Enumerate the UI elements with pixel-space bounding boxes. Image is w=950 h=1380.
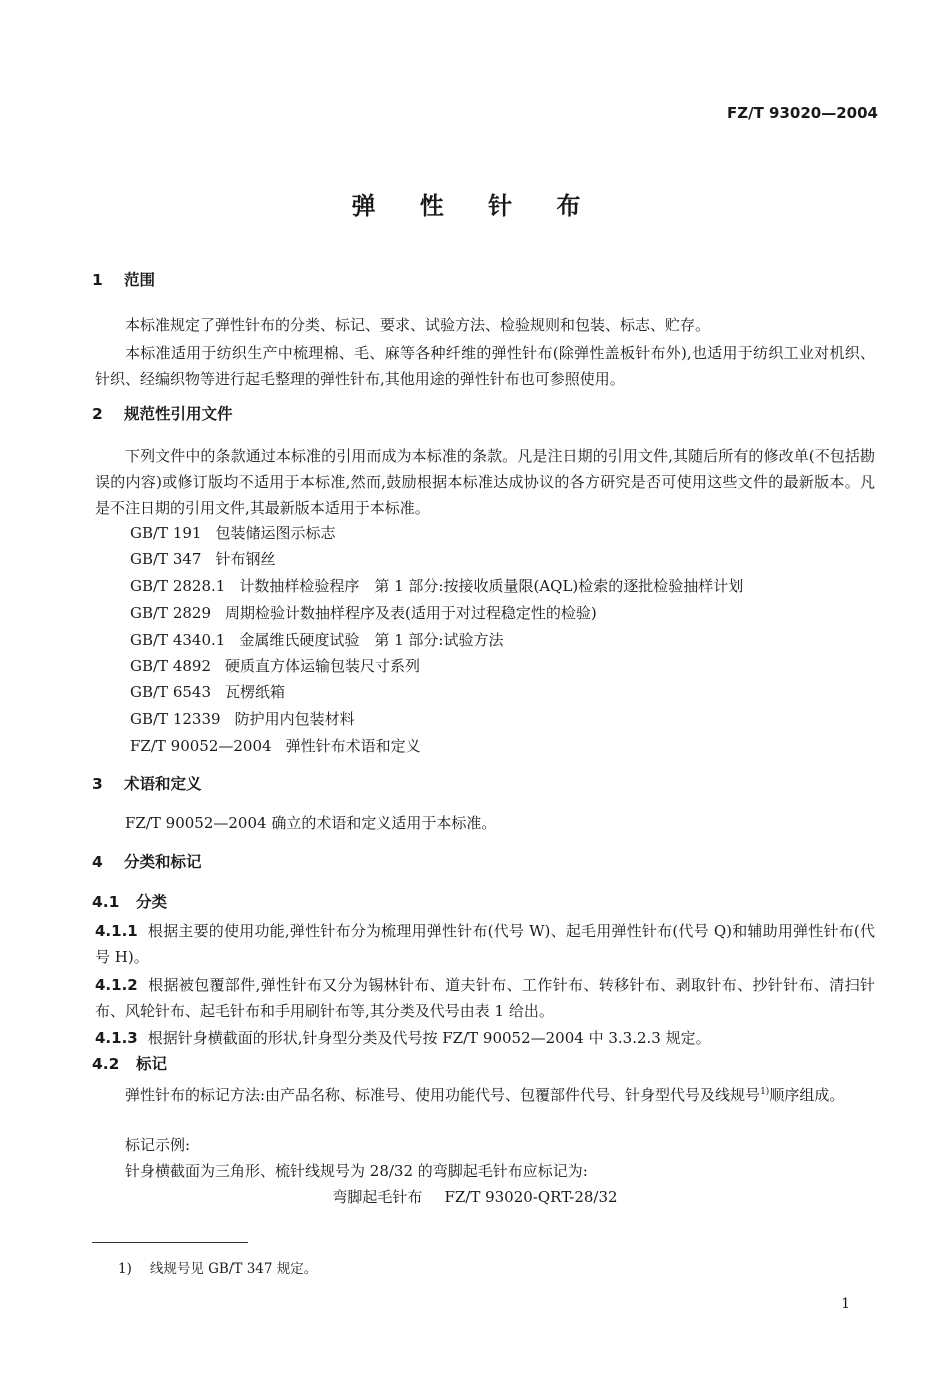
clause-number: 4.1.2 — [95, 976, 138, 994]
marking-paragraph — [95, 1079, 875, 1108]
example-code: FZ/T 93020-QRT-28/32 — [444, 1188, 618, 1206]
section-number: 4 — [92, 853, 103, 871]
example-marking — [0, 1186, 950, 1207]
reference-item — [130, 708, 355, 729]
reference-item — [130, 735, 421, 756]
reference-title: 弹性针布术语和定义 — [285, 737, 421, 755]
reference-title: 防护用内包装材料 — [234, 710, 355, 728]
section-3-heading — [92, 772, 202, 794]
clause-text: 根据被包覆部件,弹性针布又分为锡林针布、道夫针布、工作针布、转移针布、剥取针布、抄针针布、清扫针布、风轮针布、起毛针布和手用刷针布等,其分类及代号由表 1 给出。 — [95, 976, 875, 1020]
section-4-heading — [92, 850, 202, 872]
marking-text-end: 顺序组成。 — [769, 1086, 845, 1104]
example-label: 标记示例: — [125, 1136, 191, 1154]
document-title: 弹 性 针 布 — [351, 192, 599, 220]
reference-title: 瓦楞纸箱 — [225, 683, 286, 701]
section-2-intro: 下列文件中的条款通过本标准的引用而成为本标准的条款。凡是注日期的引用文件,其随后所有的修改单(不包括勘误的内容)或修订版均不适用于本标准,然而,鼓励根据本标准达成协议的各方研究是否可使用这些文件的最新版本。凡是不注日期的引用文件,其最新版本适用于本标准。 — [95, 447, 875, 517]
example-name: 弯脚起毛针布 — [332, 1188, 423, 1206]
reference-code: GB/T 4892 — [130, 657, 212, 675]
reference-code: FZ/T 90052—2004 — [130, 737, 272, 755]
section-number: 4.2 — [92, 1055, 120, 1073]
clause-number: 4.1.1 — [95, 922, 138, 940]
section-3-paragraph: FZ/T 90052—2004 确立的术语和定义适用于本标准。 — [125, 814, 497, 832]
reference-code: GB/T 191 — [130, 524, 202, 542]
reference-item — [130, 655, 420, 676]
section-title: 标记 — [136, 1055, 168, 1073]
reference-code: GB/T 4340.1 — [130, 631, 226, 649]
reference-title: 金属维氏硬度试验 第 1 部分:试验方法 — [239, 631, 504, 649]
section-number: 4.1 — [92, 893, 120, 911]
reference-code: GB/T 12339 — [130, 710, 221, 728]
reference-code: GB/T 2829 — [130, 604, 212, 622]
section-4-2-heading — [92, 1052, 167, 1074]
reference-code: GB/T 6543 — [130, 683, 212, 701]
footnote-ref: 1) — [760, 1087, 770, 1097]
section-title: 规范性引用文件 — [124, 405, 233, 423]
reference-title: 针布钢丝 — [215, 550, 276, 568]
reference-item — [130, 602, 597, 623]
example-description: 针身横截面为三角形、梳针线规号为 28/32 的弯脚起毛针布应标记为: — [125, 1162, 588, 1180]
section-4-1-heading — [92, 890, 167, 912]
reference-code: GB/T 2828.1 — [130, 577, 226, 595]
section-1-paragraph-2: 本标准适用于纺织生产中梳理棉、毛、麻等各种纤维的弹性针布(除弹性盖板针布外),也适用于纺织工业对机织、针织、经编织物等进行起毛整理的弹性针布,其他用途的弹性针布也可参照使用。 — [95, 344, 875, 388]
section-number: 1 — [92, 271, 103, 289]
footnote — [118, 1257, 317, 1277]
section-title: 分类和标记 — [124, 853, 202, 871]
clause-4-1-3 — [95, 1025, 875, 1051]
clause-4-1-1 — [95, 918, 875, 970]
section-number: 2 — [92, 405, 103, 423]
footnote-divider — [92, 1242, 248, 1243]
footnote-number: 1) — [118, 1261, 132, 1277]
section-number: 3 — [92, 775, 103, 793]
reference-item — [130, 548, 275, 569]
clause-4-1-2 — [95, 972, 875, 1024]
section-1-heading — [92, 268, 155, 290]
reference-item — [130, 629, 503, 650]
reference-item — [130, 522, 335, 543]
clause-text: 根据针身横截面的形状,针身型分类及代号按 FZ/T 90052—2004 中 3.3.2.3 规定。 — [147, 1029, 711, 1047]
page-number: 1 — [841, 1296, 850, 1312]
clause-number: 4.1.3 — [95, 1029, 138, 1047]
footnote-text: 线规号见 GB/T 347 规定。 — [149, 1261, 318, 1277]
section-2-heading — [92, 402, 233, 424]
reference-title: 包装储运图示标志 — [215, 524, 336, 542]
section-title: 术语和定义 — [124, 775, 202, 793]
section-title: 范围 — [124, 271, 156, 289]
reference-title: 计数抽样检验程序 第 1 部分:按接收质量限(AQL)检索的逐批检验抽样计划 — [239, 577, 744, 595]
clause-text: 根据主要的使用功能,弹性针布分为梳理用弹性针布(代号 W)、起毛用弹性针布(代号 Q)和辅助用弹性针布(代号 H)。 — [95, 922, 875, 966]
reference-code: GB/T 347 — [130, 550, 202, 568]
reference-title: 周期检验计数抽样程序及表(适用于对过程稳定性的检验) — [225, 604, 597, 622]
section-1-paragraph-1: 本标准规定了弹性针布的分类、标记、要求、试验方法、检验规则和包装、标志、贮存。 — [125, 316, 711, 334]
standard-code: FZ/T 93020—2004 — [727, 104, 878, 122]
section-title: 分类 — [136, 893, 168, 911]
reference-title: 硬质直方体运输包装尺寸系列 — [225, 657, 421, 675]
reference-item — [130, 575, 743, 596]
marking-text: 弹性针布的标记方法:由产品名称、标准号、使用功能代号、包覆部件代号、针身型代号及线规号 — [125, 1086, 761, 1104]
reference-item — [130, 681, 285, 702]
